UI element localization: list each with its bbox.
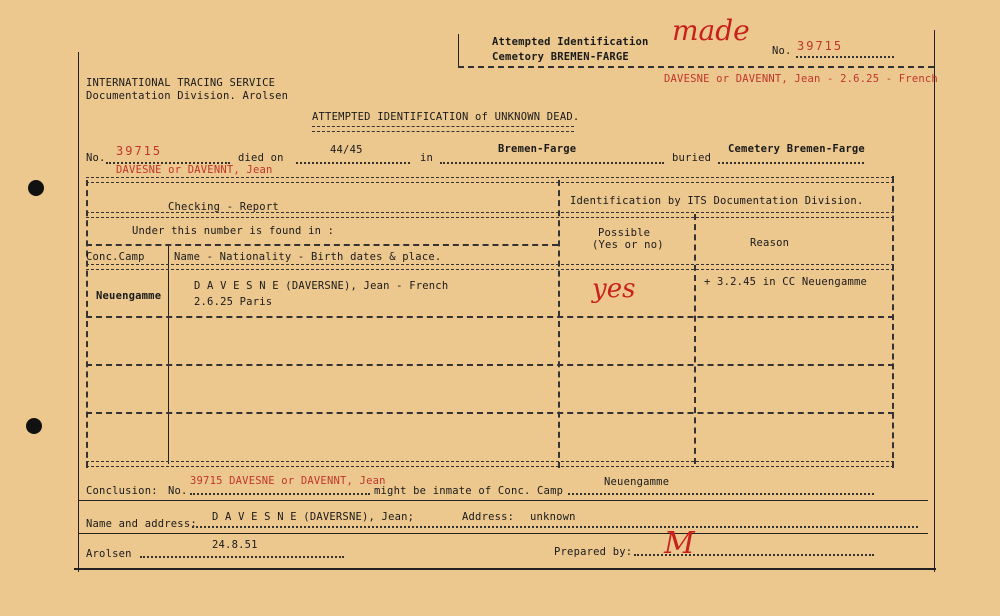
table-header-sep2 [86, 244, 558, 246]
address-label: Address: [462, 511, 515, 523]
row-possible-yes: yes [592, 274, 636, 304]
table-bottom [86, 461, 894, 467]
died-value: 44/45 [330, 144, 363, 156]
record-no-value: 39715 [116, 144, 163, 158]
table-row-sep2 [86, 364, 894, 366]
punch-hole-bottom [26, 418, 42, 434]
conclusion-no-label: No. [168, 485, 188, 497]
name-address-dots [192, 526, 918, 528]
in-dots [440, 162, 664, 164]
top-no-dots [796, 56, 894, 58]
under-number-header: Under this number is found in : [132, 225, 335, 237]
conclusion-label: Conclusion: [86, 485, 158, 497]
top-no-value: 39715 [797, 39, 844, 53]
died-dots [296, 162, 410, 164]
in-value: Bremen-Farge [498, 143, 577, 155]
name-address-label: Name and address: [86, 518, 197, 530]
in-label: in [420, 152, 434, 164]
camp-column-header: Conc.Camp [86, 251, 145, 263]
conclusion-inmate-text: might be inmate of Conc. Camp [374, 485, 564, 497]
record-red-name: DAVESNE or DAVENNT, Jean [116, 164, 273, 176]
row-camp: Neuengamme [96, 290, 162, 302]
prepared-by-initial: M [664, 526, 695, 561]
conclusion-red-value: 39715 DAVESNE or DAVENNT, Jean [190, 475, 386, 487]
top-no-label: No. [772, 45, 792, 57]
name-address-rule [78, 533, 928, 534]
conclusion-no-dots [190, 493, 370, 495]
conclusion-camp-dots [568, 493, 874, 495]
table-header-sep3 [86, 264, 894, 270]
row-reason: + 3.2.45 in CC Neuengamme [704, 276, 868, 288]
identification-header: Identification by ITS Documentation Division. [570, 195, 864, 207]
frame-left [78, 52, 79, 572]
buried-value: Cemetery Bremen-Farge [728, 143, 865, 155]
prepared-by-dots [634, 554, 874, 556]
table-row-sep1 [86, 316, 894, 318]
reason-header: Reason [750, 237, 790, 249]
prepared-by-label: Prepared by: [554, 546, 633, 558]
name-address-value: D A V E S N E (DAVERSNE), Jean; [212, 511, 415, 523]
table-left [86, 180, 88, 468]
table-divider-main [558, 180, 560, 468]
possible-header: Possible [598, 227, 651, 239]
buried-dots [718, 162, 864, 164]
footer-date-dots [140, 556, 344, 558]
conclusion-rule [78, 500, 928, 501]
made-handwriting: made [672, 14, 750, 47]
header-red-name: DAVESNE or DAVENNT, Jean - 2.6.25 - French [664, 73, 938, 85]
table-top [86, 177, 894, 183]
row-name-line2: 2.6.25 Paris [194, 296, 273, 308]
conclusion-camp: Neuengamme [604, 476, 670, 488]
table-right [892, 176, 894, 468]
yes-no-header: (Yes or no) [592, 239, 664, 251]
footer-date: 24.8.51 [212, 539, 258, 551]
org-name: INTERNATIONAL TRACING SERVICE [86, 77, 276, 89]
frame-right [934, 30, 935, 572]
top-box-left [458, 34, 459, 66]
punch-hole-top [28, 180, 44, 196]
title-underline [312, 126, 574, 132]
frame-bottom [74, 568, 936, 570]
top-box-line2: Cemetory BREMEN-FARGE [492, 51, 629, 63]
died-label: died on [238, 152, 284, 164]
buried-label: buried [672, 152, 712, 164]
name-column-header: Name - Nationality - Birth dates & place. [174, 251, 442, 263]
table-divider-camp [168, 246, 169, 464]
document-title: ATTEMPTED IDENTIFICATION of UNKNOWN DEAD. [312, 111, 580, 123]
row-name-line1: D A V E S N E (DAVERSNE), Jean - French [194, 280, 449, 292]
record-no-label: No. [86, 152, 106, 164]
table-divider-reason [694, 214, 696, 464]
arolsen-label: Arolsen [86, 548, 132, 560]
division-name: Documentation Division. Arolsen [86, 90, 289, 102]
table-row-sep3 [86, 412, 894, 414]
address-value: unknown [530, 511, 576, 523]
top-box-line1: Attempted Identification [492, 36, 649, 48]
checking-report-header: Checking - Report [168, 201, 279, 213]
top-box-bottom [458, 66, 934, 68]
